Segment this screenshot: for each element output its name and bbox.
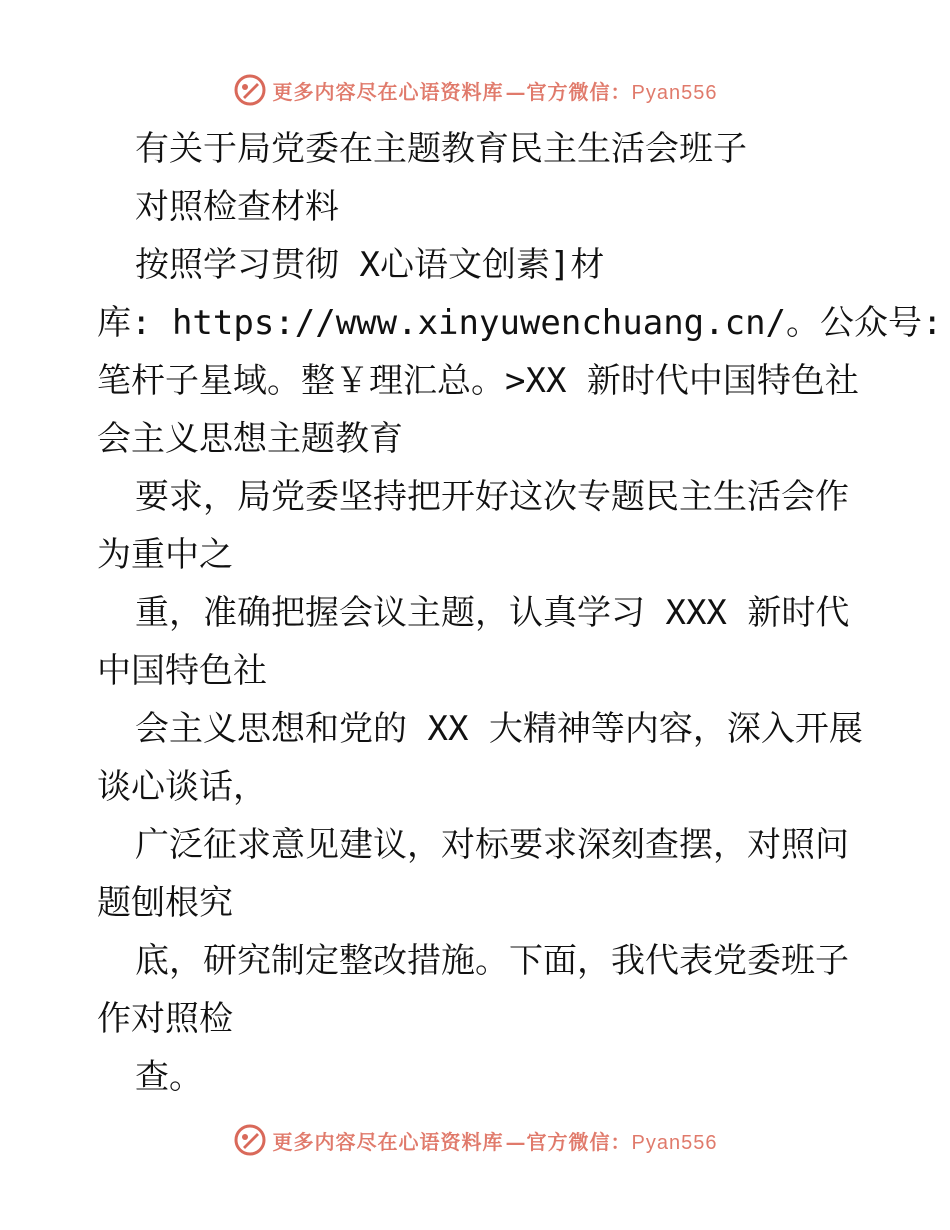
footer-watermark xyxy=(0,1120,950,1160)
watermark-wechat-id: Pyan556 xyxy=(631,81,718,104)
watermark-wechat-id: Pyan556 xyxy=(631,1131,718,1154)
doc-line: 库: https://www.xinyuwenchuang.cn/。公众号: xyxy=(97,303,943,343)
doc-line: 会主义思想和党的 XX 大精神等内容，深入开展 xyxy=(135,709,863,749)
pen-logo-icon xyxy=(233,73,267,107)
document-body xyxy=(97,120,943,1106)
header-watermark xyxy=(0,70,950,110)
watermark-separator: — xyxy=(505,79,527,104)
watermark-site-text: 更多内容尽在心语资料库 xyxy=(272,79,504,104)
doc-line: 重，准确把握会议主题，认真学习 XXX 新时代 xyxy=(135,593,850,633)
doc-line: 要求，局党委坚持把开好这次专题民主生活会作 xyxy=(135,477,849,517)
pen-logo-icon xyxy=(233,1123,267,1157)
doc-line: 中国特色社 xyxy=(97,651,267,691)
doc-line: 广泛征求意见建议，对标要求深刻查摆，对照问 xyxy=(135,825,849,865)
doc-line: 谈心谈话， xyxy=(97,767,267,807)
watermark-wechat-label: 官方微信： xyxy=(526,79,632,104)
doc-line: 按照学习贯彻 X心语文创素]材 xyxy=(135,245,605,285)
doc-line: 底，研究制定整改措施。下面，我代表党委班子 xyxy=(135,941,849,981)
doc-line: 为重中之 xyxy=(97,535,233,575)
watermark-site-text: 更多内容尽在心语资料库 xyxy=(272,1129,504,1154)
watermark-separator: — xyxy=(505,1129,527,1154)
doc-line: 有关于局党委在主题教育民主生活会班子 xyxy=(135,129,747,169)
watermark-wechat-label: 官方微信： xyxy=(526,1129,632,1154)
watermark-text xyxy=(273,76,718,105)
doc-line: 会主义思想主题教育 xyxy=(97,419,403,459)
doc-line: 查。 xyxy=(135,1057,203,1097)
doc-line: 作对照检 xyxy=(97,999,233,1039)
doc-line: 笔杆子星域。整￥理汇总。>XX 新时代中国特色社 xyxy=(97,361,859,401)
watermark-text xyxy=(273,1126,718,1155)
doc-line: 对照检查材料 xyxy=(135,187,339,227)
doc-line: 题刨根究 xyxy=(97,883,233,923)
